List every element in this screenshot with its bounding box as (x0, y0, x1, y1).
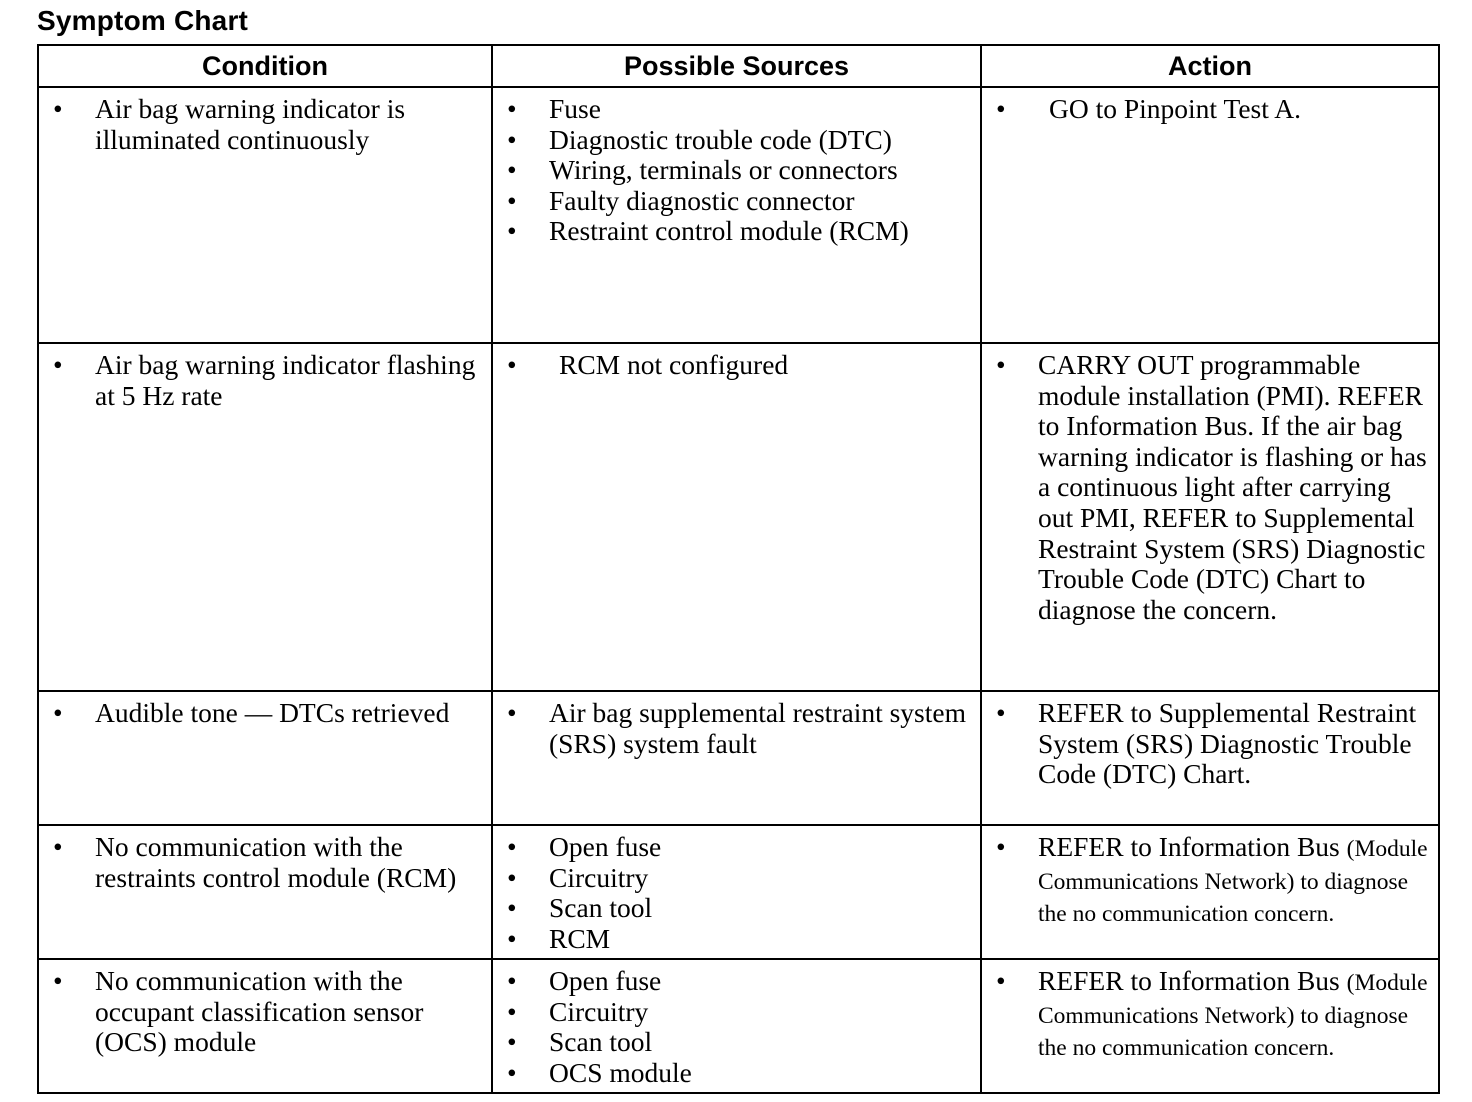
condition-text: • Audible tone — DTCs retrieved (51, 698, 485, 729)
action-cell (981, 343, 1439, 691)
action-cell (981, 691, 1439, 825)
header-possible-sources: Possible Sources (492, 45, 981, 87)
page-title: Symptom Chart (37, 5, 249, 36)
table-row (38, 691, 1439, 825)
source-item: • OCS module (505, 1058, 974, 1089)
action-main-text: REFER to Information Bus (1038, 965, 1340, 996)
sources-cell (492, 87, 981, 343)
condition-cell (38, 343, 492, 691)
condition-cell (38, 825, 492, 959)
table-row (38, 959, 1439, 1093)
condition-text: • Air bag warning indicator flashing at 5 Hz rate (51, 350, 485, 411)
source-item: • Open fuse (505, 832, 974, 863)
source-item: • Scan tool (505, 1027, 974, 1058)
source-item: • Wiring, terminals or connectors (505, 155, 974, 186)
action-text: • CARRY OUT programmable module installation (PMI). REFER to Information Bus. If the air bag warning indicator is flashing or has a continuous light after carrying out PMI, REFER to Supplemental Restraint System (SRS) Diagnostic Trouble Code (DTC) Chart to diagnose the concern. (994, 350, 1432, 625)
source-item: • RCM not configured (505, 350, 974, 381)
symptom-table (37, 44, 1440, 1094)
action-cell (981, 825, 1439, 959)
action-detail-text: (Module Communications Network) to diagnose the no communication concern. (1038, 970, 1428, 1062)
sources-cell (492, 691, 981, 825)
table-row (38, 343, 1439, 691)
sources-cell (492, 343, 981, 691)
action-cell (981, 87, 1439, 343)
source-item: • Scan tool (505, 893, 974, 924)
source-item: • Circuitry (505, 997, 974, 1028)
source-item: • Fuse (505, 94, 974, 125)
action-cell (981, 959, 1439, 1093)
condition-cell (38, 959, 492, 1093)
condition-text: • Air bag warning indicator is illuminated continuously (51, 94, 485, 155)
source-item: • Faulty diagnostic connector (505, 186, 974, 217)
action-text: • REFER to Supplemental Restraint System (SRS) Diagnostic Trouble Code (DTC) Chart. (994, 698, 1432, 790)
condition-cell (38, 691, 492, 825)
sources-cell (492, 959, 981, 1093)
source-item: • Air bag supplemental restraint system (SRS) system fault (505, 698, 974, 759)
source-item: • RCM (505, 924, 974, 955)
condition-text: • No communication with the occupant classification sensor (OCS) module (51, 966, 485, 1058)
source-item: • Diagnostic trouble code (DTC) (505, 125, 974, 156)
source-item: • Restraint control module (RCM) (505, 216, 974, 247)
source-item: • Circuitry (505, 863, 974, 894)
sources-cell (492, 825, 981, 959)
action-text (994, 832, 1432, 930)
table-row (38, 87, 1439, 343)
action-text (994, 966, 1432, 1064)
table-row (38, 825, 1439, 959)
condition-cell (38, 87, 492, 343)
header-action: Action (981, 45, 1439, 87)
table-header-row (38, 45, 1439, 87)
action-text: • GO to Pinpoint Test A. (994, 94, 1432, 125)
action-detail-text: (Module Communications Network) to diagnose the no communication concern. (1038, 836, 1428, 928)
condition-text: • No communication with the restraints control module (RCM) (51, 832, 485, 893)
header-condition: Condition (38, 45, 492, 87)
source-item: • Open fuse (505, 966, 974, 997)
action-main-text: REFER to Information Bus (1038, 831, 1340, 862)
